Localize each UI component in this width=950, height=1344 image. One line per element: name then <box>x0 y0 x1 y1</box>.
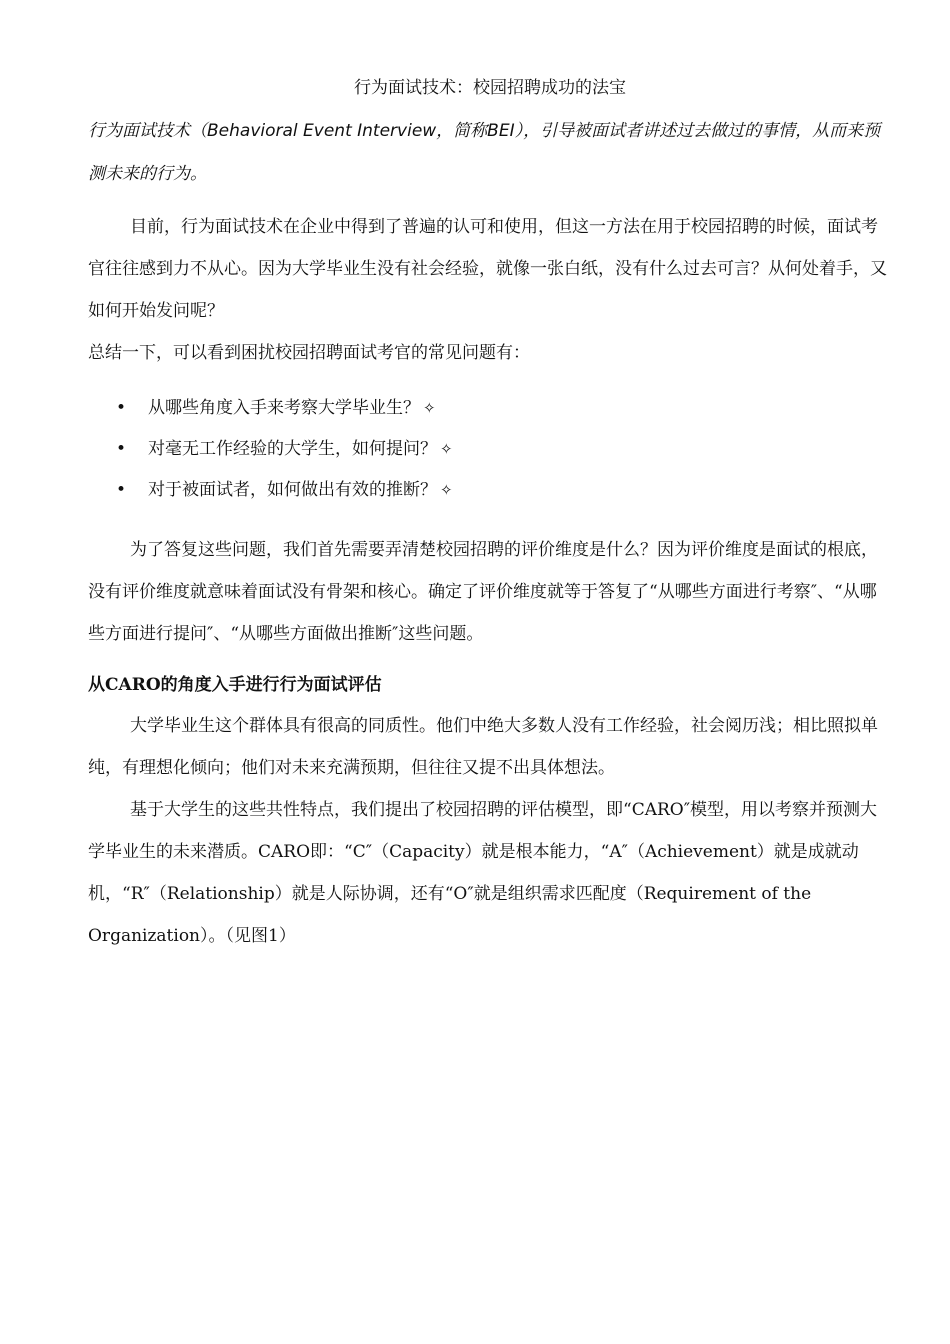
paragraph-caro-model: 基于大学生的这些共性特点，我们提出了校园招聘的评估模型，即“CARO″模型，用以考察并预测大学毕业生的未来潜质。CARO即：“C″（Capacity）就是根本能力，“A″（Achievement）就是成就动机，“R″（Relationship）就是人际协调，还有“O″就是组织需求匹配度（Requirement of the Organization）。（见图1） <box>88 800 878 946</box>
paragraph-context: 目前，行为面试技术在企业中得到了普遍的认可和使用，但这一方法在用于校园招聘的时候，面试考官往往感到力不从心。因为大学毕业生没有社会经验，就像一张白纸，没有什么过去可言？从何处着手，又如何开始发问呢？ <box>88 217 887 321</box>
intro-paragraph: 行为面试技术（Behavioral Event Interview，简称BEI），引导被面试者讲述过去做过的事情，从而来预测未来的行为。 <box>88 121 881 184</box>
list-item <box>88 429 892 470</box>
paragraph-dimensions: 为了答复这些问题，我们首先需要弄清楚校园招聘的评价维度是什么？因为评价维度是面试的根底，没有评价维度就意味着面试没有骨架和核心。确定了评价维度就等于答复了“从哪些方面进行考察″、“从哪些方面进行提问″、“从哪些方面做出推断″这些问题。 <box>88 540 878 644</box>
list-item-text: 从哪些角度入手来考察大学毕业生？ <box>148 398 420 418</box>
list-item <box>88 470 892 511</box>
bullet-icon: • <box>116 398 127 418</box>
document-page <box>88 70 892 957</box>
list-item-text: 对毫无工作经验的大学生，如何提问？ <box>148 439 437 459</box>
document-title: 行为面试技术：校园招聘成功的法宝 <box>354 78 626 98</box>
star-icon: ✧ <box>440 440 453 458</box>
list-item <box>88 388 892 429</box>
question-list <box>88 388 892 511</box>
star-icon: ✧ <box>440 481 453 499</box>
bullet-icon: • <box>116 439 127 459</box>
section-heading: 从CARO的角度入手进行行为面试评估 <box>88 675 382 695</box>
summary-line: 总结一下，可以看到困扰校园招聘面试考官的常见问题有： <box>88 343 530 363</box>
bullet-icon: • <box>116 480 127 500</box>
list-item-text: 对于被面试者，如何做出有效的推断？ <box>148 480 437 500</box>
paragraph-graduates: 大学毕业生这个群体具有很高的同质性。他们中绝大多数人没有工作经验，社会阅历浅；相比照拟单纯，有理想化倾向；他们对未来充满预期，但往往又提不出具体想法。 <box>88 716 878 778</box>
star-icon: ✧ <box>423 399 436 417</box>
